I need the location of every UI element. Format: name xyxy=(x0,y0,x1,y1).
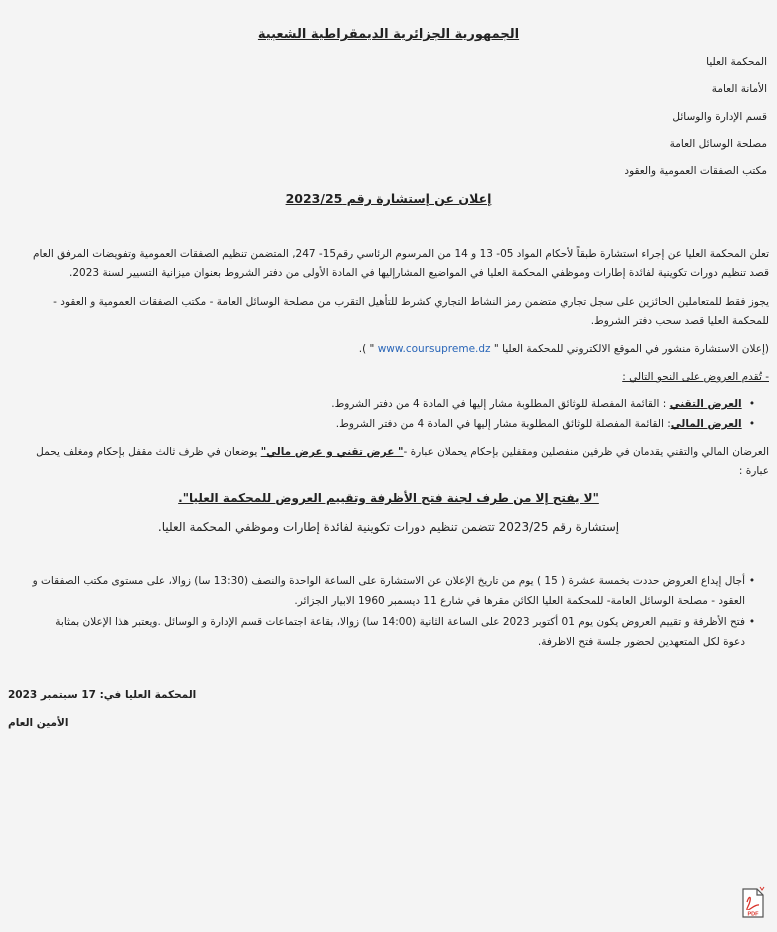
envelopes-text-pre: العرضان المالي والتقني يقدمان في ظرفين منفصلين ومقفلين بإحكام يحملان عبارة - xyxy=(403,446,769,458)
bullet-dot-icon: • xyxy=(748,575,756,587)
announcement-subject: إعلان عن إستشارة رقم 2023/25 xyxy=(285,191,492,206)
website-text-pre: (إعلان الاستشارة منشور في الموقع الالكتروني للمحكمة العليا " xyxy=(490,343,769,355)
footer-signer: الأمين العام xyxy=(8,717,69,729)
paragraph-envelopes-line1 xyxy=(8,443,769,461)
paragraph-eligibility-line2: للمحكمة العليا قصد سحب دفتر الشروط. xyxy=(590,315,769,327)
bullet-deadline-line1 xyxy=(8,572,759,590)
bullet-dot-icon: • xyxy=(748,398,756,410)
paragraph-intro-line1: تعلن المحكمة العليا عن إجراء استشارة طبقاً لأحكام المواد 05- 13 و 14 من المرسوم الرئاسي رقم15- 247, المتضمن تنظيم الصفقات العمومية وتفويضات المرفق العام xyxy=(32,248,769,260)
technical-offer-text: : القائمة المفصلة للوثائق المطلوبة مشار إليها في المادة 4 من دفتر الشروط. xyxy=(331,398,670,410)
header-secretariat: الأمانة العامة xyxy=(711,83,767,95)
opening-text: فتح الأظرفة و تقييم العروض يكون يوم 01 أكتوبر 2023 على الساعة الثانية (14:00 سا) زوالا، بقاعة اجتماعات قسم الإدارة و الوسائل .ويعتبر هذا الإعلان بمثابة xyxy=(55,616,745,628)
bullet-financial-offer xyxy=(8,415,759,433)
technical-offer-label: العرض التقني xyxy=(669,398,742,410)
header-court: المحكمة العليا xyxy=(706,56,767,68)
website-text-post: " ). xyxy=(358,343,378,355)
offers-heading: - تُقدم العروض على النحو التالي : xyxy=(622,371,769,383)
paragraph-website xyxy=(8,340,769,358)
envelopes-label: " عرض تقني و عرض مالي" xyxy=(260,446,404,458)
bullet-technical-offer xyxy=(8,395,759,413)
footer-date: المحكمة العليا في: 17 سبتمبر 2023 xyxy=(8,689,197,701)
financial-offer-label: العرض المالي xyxy=(670,418,742,430)
republic-title: الجمهورية الجزائرية الديمقراطية الشعبية xyxy=(257,27,520,42)
envelopes-text-post: يوضعان في ظرف ثالث مقفل بإحكام ومغلف يحمل xyxy=(36,446,261,458)
bullet-opening-line2: دعوة لكل المتعهدين لحضور جلسة فتح الاظرفة. xyxy=(537,636,745,648)
deadline-text: أجال إيداع العروض حددت بخمسة عشرة ( 15 ) يوم من تاريخ الإعلان عن الاستشارة على الساعة الواحدة والنصف (13:30 سا) زوالا، على مستوى مكتب الصفقات و xyxy=(32,575,745,587)
website-link[interactable]: www.coursupreme.dz xyxy=(377,343,491,355)
header-service: مصلحة الوسائل العامة xyxy=(669,138,767,150)
bullet-deadline-line2: العقود - مصلحة الوسائل العامة- للمحكمة العليا الكائن مقرها في شارع 11 ديسمبر 1960 الابيار الجزائر. xyxy=(294,595,745,607)
paragraph-intro-line2: قصد تنظيم دورات تكوينية لفائدة إطارات وموظفي المحكمة العليا في المواضيع المشارإليها في المادة الأولى من دفتر الشروط بعنوان ميزانية التسيير لسنة 2023. xyxy=(69,267,769,279)
header-division: قسم الإدارة والوسائل xyxy=(672,111,767,123)
bullet-opening-line1 xyxy=(8,613,759,631)
paragraph-envelopes-line2: عبارة : xyxy=(738,465,769,477)
bullet-dot-icon: • xyxy=(748,418,756,430)
consultation-description: إستشارة رقم 2023/25 تتضمن تنظيم دورات تكوينية لفائدة إطارات وموظفي المحكمة العليا. xyxy=(157,520,620,534)
financial-offer-text: : القائمة المفصلة للوثائق المطلوبة مشار إليها في المادة 4 من دفتر الشروط. xyxy=(335,418,671,430)
svg-text:PDF: PDF xyxy=(747,911,759,918)
pdf-file-icon[interactable] xyxy=(740,886,766,920)
envelope-notice: "لا يفتح إلا من طرف لجنة فتح الأظرفة وتقييم العروض للمحكمة العليا". xyxy=(178,491,599,505)
bullet-dot-icon: • xyxy=(748,616,756,628)
paragraph-eligibility-line1: يجوز فقط للمتعاملين الحائزين على سجل تجاري متضمن رمز النشاط التجاري كشرط للتأهيل التقرب من مصلحة الوسائل العامة - مكتب الصفقات العمومية و العقود - xyxy=(53,296,769,308)
header-office: مكتب الصفقات العمومية والعقود xyxy=(624,165,767,177)
